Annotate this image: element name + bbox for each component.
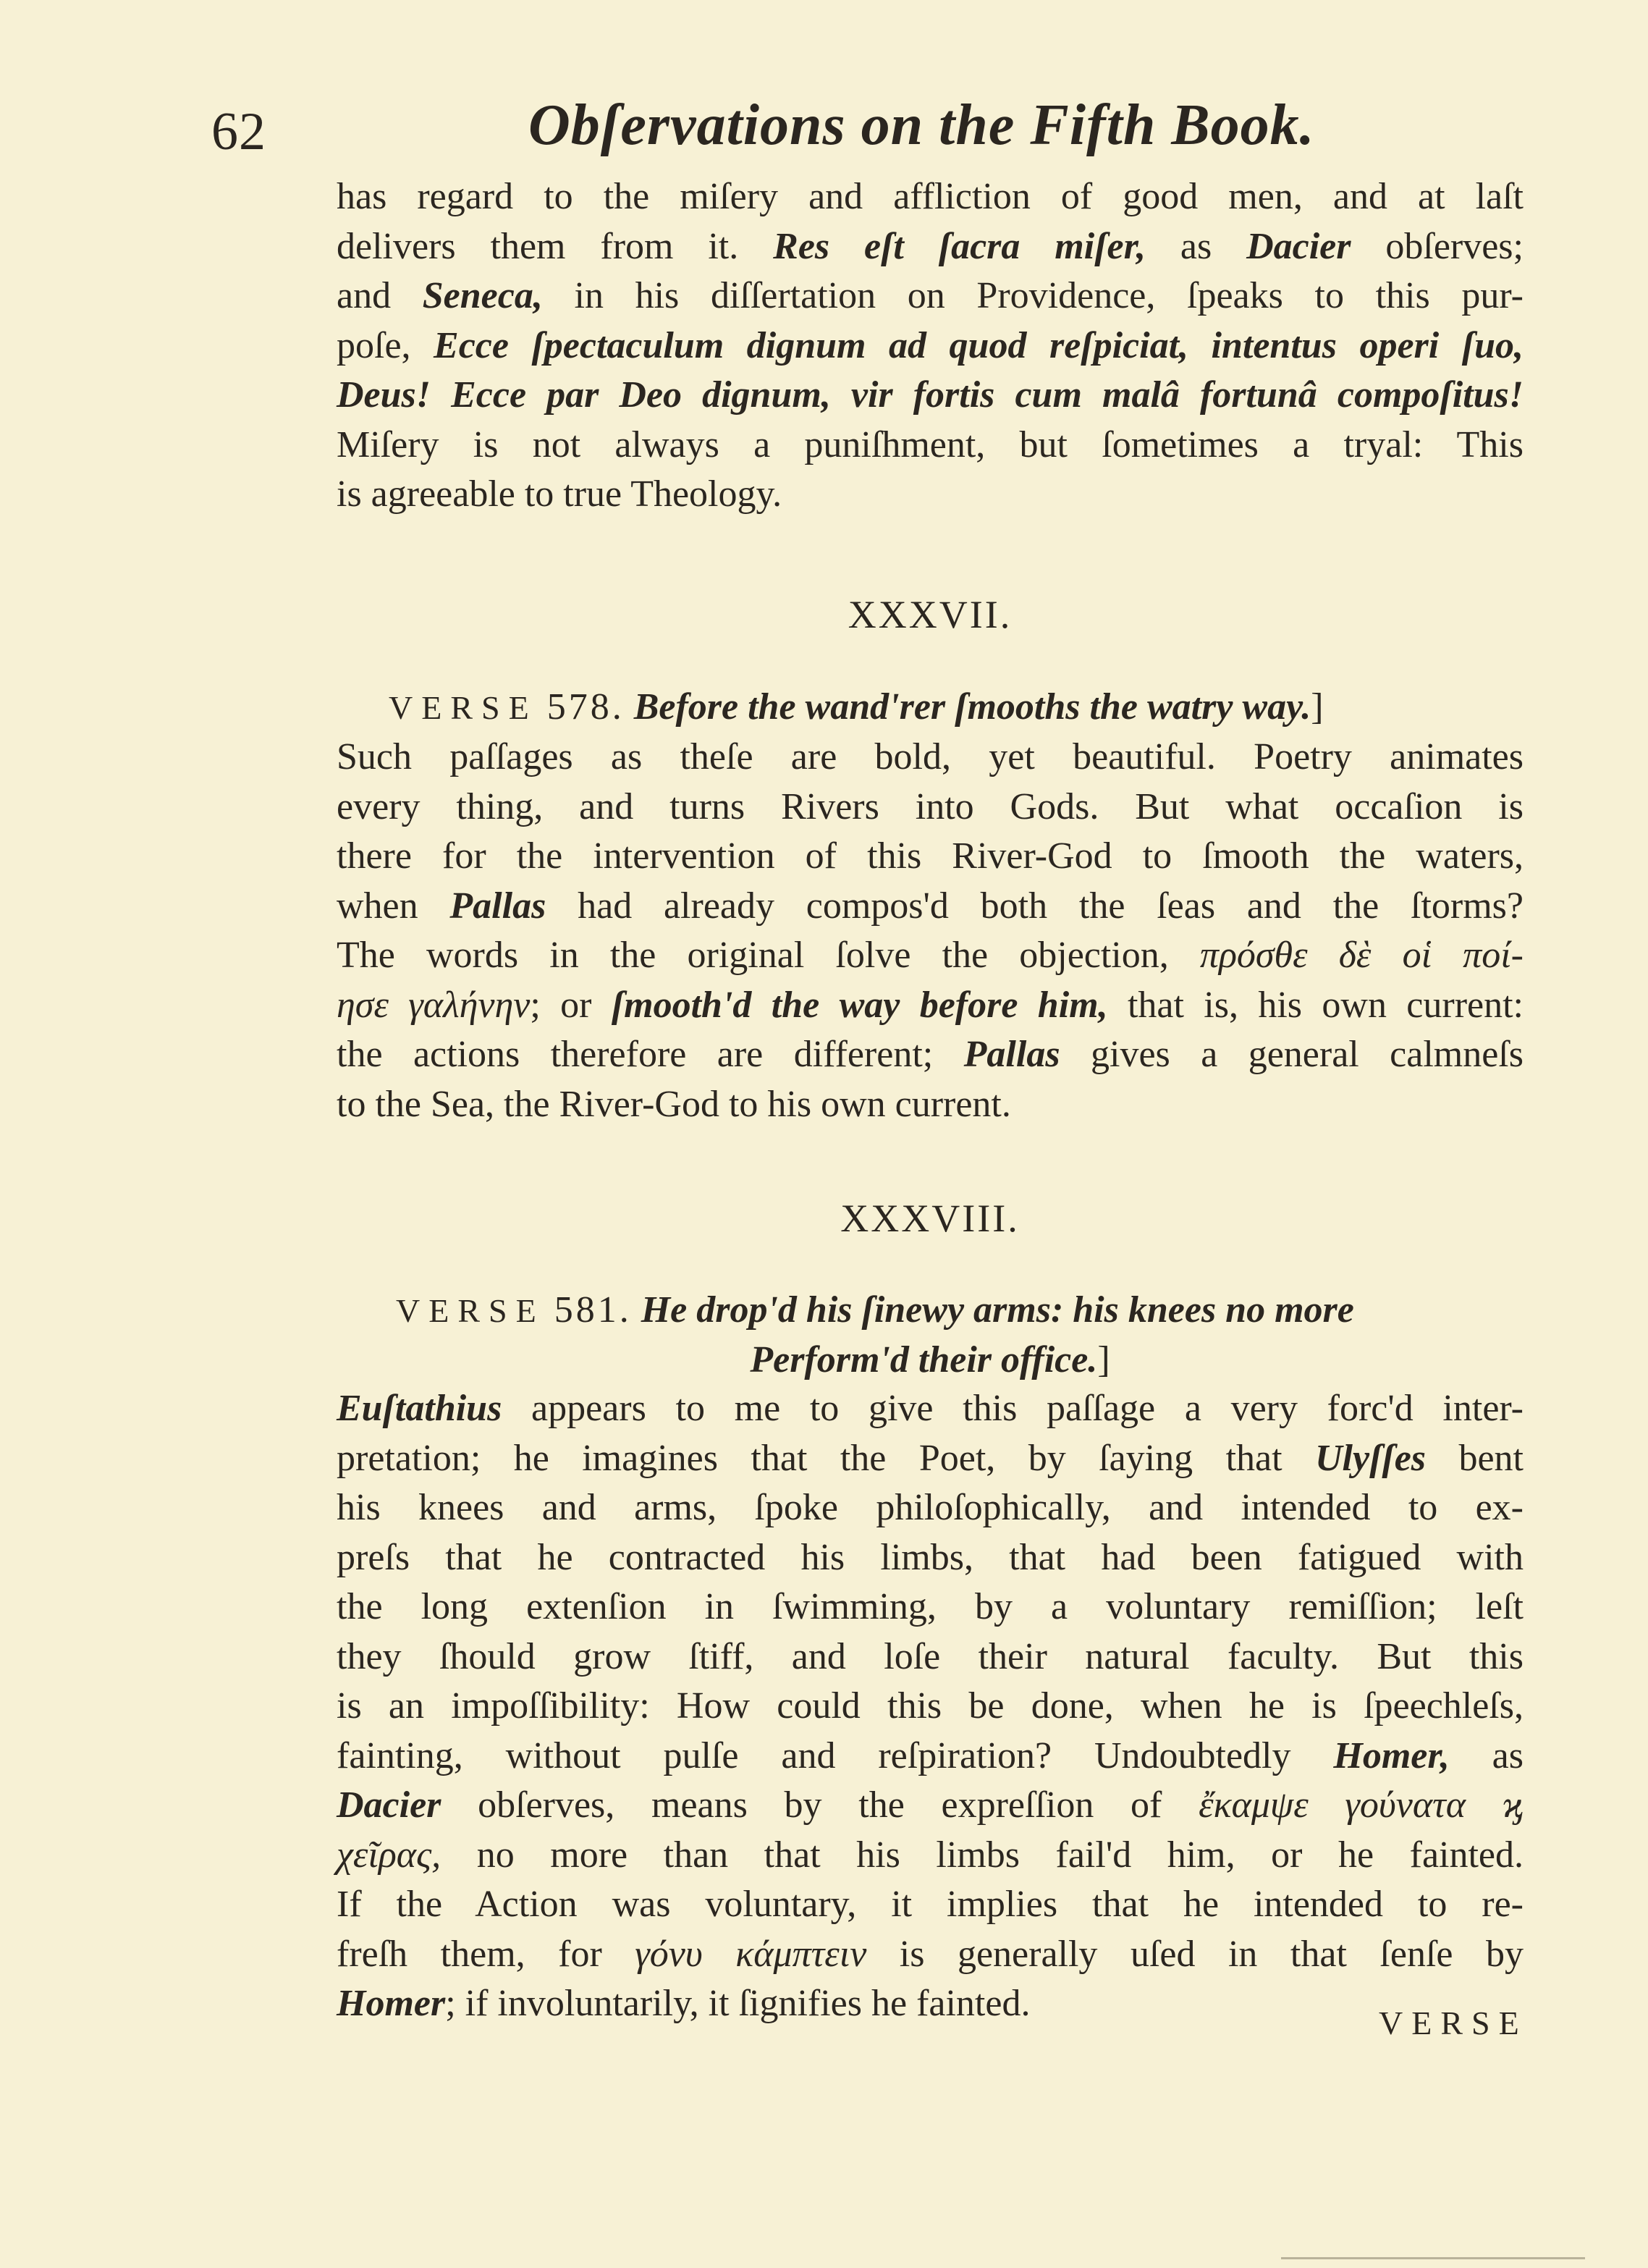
text-run: as [1449, 1734, 1524, 1776]
text-line [337, 1080, 1524, 1130]
text-run: Miſery is not always a puniſhment, but ſometimes a tryal: This [337, 423, 1524, 465]
text-run: and [337, 275, 423, 316]
page-number: 62 [211, 102, 266, 161]
text-run: to the Sea, the River-God to his own current. [337, 1083, 1011, 1125]
page-edge-rule [1281, 2257, 1585, 2259]
text-run: ; or [530, 984, 612, 1026]
text-line [337, 1434, 1524, 1484]
text-line [337, 1781, 1524, 1831]
text-run: pretation; he imagines that the Poet, by ſaying that [337, 1437, 1315, 1479]
text-run: they ſhould grow ſtiff, and loſe their natural faculty. But this [337, 1635, 1524, 1677]
text-line [337, 1732, 1524, 1782]
section-heading-xxxvii: XXXVII. [848, 593, 1013, 636]
text-line [337, 1030, 1524, 1080]
text-line [337, 172, 1524, 222]
italic-run: Res eſt ſacra miſer, [773, 225, 1146, 267]
text-run: If the Action was voluntary, it implies that he intended to re- [337, 1884, 1524, 1925]
text-run: preſs that he contracted his limbs, that had been fatigued with [337, 1536, 1524, 1578]
verse-label: VERSE [396, 1292, 545, 1329]
italic-run: Dacier [337, 1784, 441, 1826]
text-run: has regard to the miſery and affliction of good men, and at laſt [337, 176, 1524, 217]
bracket: ] [1097, 1339, 1110, 1380]
text-line [337, 1384, 1524, 1434]
section-xxxvii-body [337, 733, 1524, 1129]
running-title: Obſervations on the Fifth Book. [528, 93, 1315, 157]
text-run: that is, his own current: [1107, 984, 1524, 1026]
text-run: every thing, and turns Rivers into Gods. But what occaſion is [337, 785, 1524, 827]
text-line [337, 1831, 1524, 1881]
verse-label: VERSE [389, 689, 538, 726]
verse-reference-578 [337, 683, 1524, 733]
verse-quote: Before the wand'rer ſmooths the watry way. [633, 686, 1311, 728]
italic-run: Ulyſſes [1315, 1437, 1427, 1479]
text-line [337, 1632, 1524, 1682]
bracket: ] [1311, 686, 1324, 728]
text-line [337, 321, 1524, 371]
text-line [337, 733, 1524, 783]
text-line [337, 981, 1524, 1031]
text-run: the actions therefore are different; [337, 1034, 964, 1075]
text-run: obſerves; [1351, 225, 1524, 267]
verse-reference-581 [337, 1286, 1524, 1385]
text-line [337, 271, 1524, 321]
text-run: The words in the original ſolve the objection, [337, 935, 1200, 976]
greek-quote: ἔκαμψε γούνατα ϗ [1199, 1784, 1524, 1826]
text-run: freſh them, for [337, 1933, 635, 1975]
greek-quote: γόνυ κάμπτειν [635, 1933, 867, 1975]
text-line [337, 832, 1524, 882]
text-line [337, 1979, 1524, 2029]
text-run: fainting, without pulſe and reſpiration? Undoubtedly [337, 1734, 1334, 1776]
text-line [337, 783, 1524, 832]
text-run: there for the intervention of this River-God to ſmooth the waters, [337, 835, 1524, 877]
text-run: as [1145, 225, 1247, 267]
text-run: appears to me to give this paſſage a very forc'd inter- [502, 1388, 1524, 1429]
italic-run: ſmooth'd the way before him, [611, 984, 1108, 1026]
text-line [337, 1682, 1524, 1732]
text-line [337, 1582, 1524, 1632]
text-run: obſerves, means by the expreſſion of [441, 1784, 1199, 1826]
italic-run: Pallas [449, 885, 546, 927]
text-run: his knees and arms, ſpoke philoſophically, and intended to ex- [337, 1487, 1524, 1528]
text-run: Such paſſages as theſe are bold, yet beautiful. Poetry animates [337, 736, 1524, 777]
italic-run: Seneca, [422, 275, 543, 316]
intro-paragraph [337, 172, 1524, 520]
catchword: VERSE [1379, 2004, 1528, 2041]
text-line [337, 470, 1524, 520]
text-line [337, 371, 1524, 421]
text-run: had already compos'd both the ſeas and the ſtorms? [546, 885, 1524, 927]
text-run: delivers them from it. [337, 225, 774, 267]
italic-run: Pallas [963, 1034, 1060, 1075]
text-run: when [337, 885, 450, 927]
italic-run: Dacier [1246, 225, 1351, 267]
verse-number: 578. [546, 686, 625, 728]
verse-quote: He drop'd his ſinewy arms: his knees no more [641, 1289, 1354, 1331]
italic-run: Euſtathius [337, 1388, 502, 1429]
text-run: ; if involuntarily, it ſignifies he fainted. [445, 1983, 1031, 2024]
section-xxxviii-body [337, 1384, 1524, 2029]
text-run: the long extenſion in ſwimming, by a voluntary remiſſion; leſt [337, 1586, 1524, 1627]
text-run: bent [1426, 1437, 1524, 1479]
italic-run: Ecce ſpectaculum dignum ad quod reſpiciat, intentus operi ſuo, [434, 324, 1524, 366]
text-run: gives a general calmneſs [1060, 1034, 1524, 1075]
text-line [337, 222, 1524, 272]
greek-quote: ησε γαλήνην [337, 984, 531, 1026]
text-line [337, 931, 1524, 981]
greek-quote: πρόσθε δὲ οἱ ποί- [1199, 935, 1524, 976]
text-line [337, 421, 1524, 471]
verse-quote-continued: Perform'd their office. [750, 1339, 1098, 1380]
text-line [337, 1930, 1524, 1980]
text-line [337, 1533, 1524, 1583]
greek-quote: χεῖρας, [337, 1834, 441, 1876]
text-run: is generally uſed in that ſenſe by [866, 1933, 1524, 1975]
text-line [337, 1483, 1524, 1533]
italic-run: Homer, [1333, 1734, 1450, 1776]
text-run: poſe, [337, 324, 434, 366]
italic-run: Homer [337, 1983, 446, 2024]
text-line [337, 882, 1524, 932]
text-run: in his diſſertation on Providence, ſpeaks to this pur- [542, 275, 1524, 316]
text-run: is an impoſſibility: How could this be done, when he is ſpeechleſs, [337, 1685, 1524, 1727]
text-line [337, 1880, 1524, 1930]
verse-number: 581. [554, 1289, 632, 1331]
italic-run: Deus! Ecce par Deo dignum, vir fortis cum malâ fortunâ compoſitus! [337, 374, 1524, 416]
text-run: no more than that his limbs fail'd him, or he fainted. [441, 1834, 1524, 1876]
section-heading-xxxviii: XXXVIII. [840, 1197, 1020, 1240]
text-run: is agreeable to true Theology. [337, 473, 782, 515]
